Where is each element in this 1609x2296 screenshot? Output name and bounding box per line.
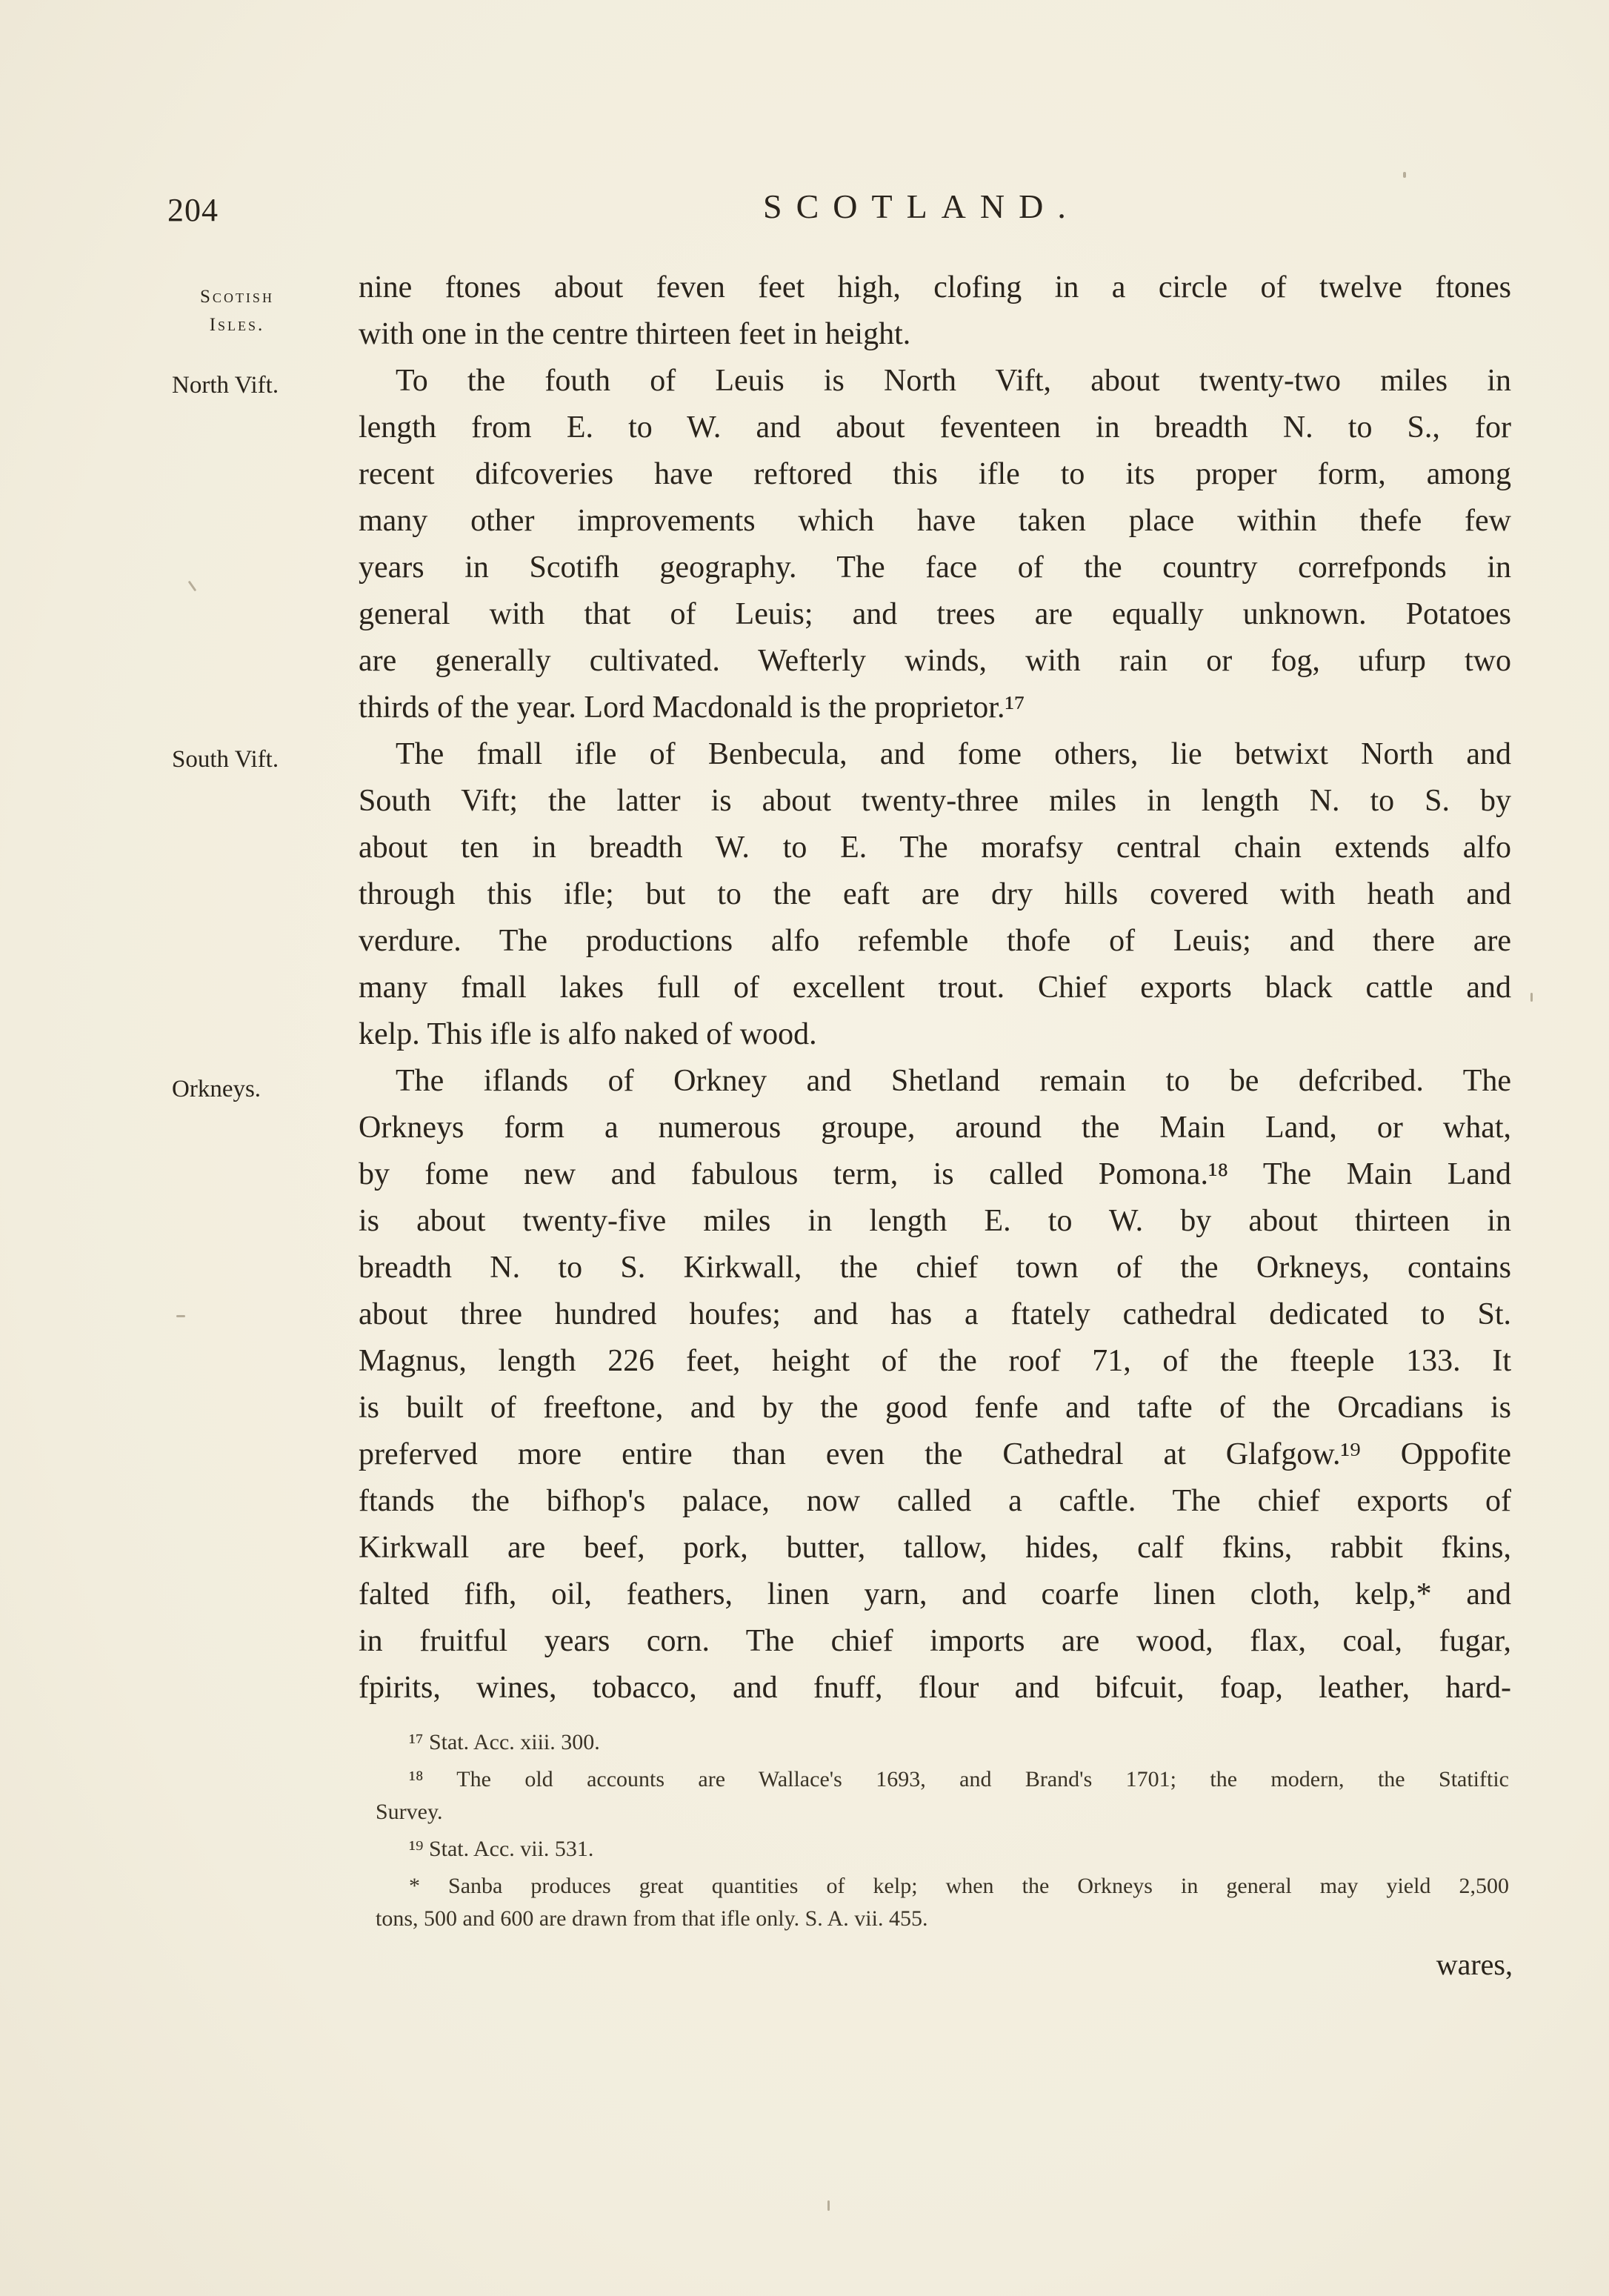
body-line: thirds of the year. Lord Macdonald is the proprietor.¹⁷	[359, 691, 1025, 725]
body-line: is built of freeftone, and by the good fenfe and tafte of the Orcadians is	[359, 1391, 1511, 1425]
body-line: The iflands of Orkney and Shetland remain to be defcribed. The	[396, 1064, 1511, 1098]
body-line: Orkneys form a numerous groupe, around the Main Land, or what,	[359, 1111, 1511, 1145]
side-heading	[163, 283, 311, 339]
body-line: preferved more entire than even the Cathedral at Glafgow.¹⁹ Oppofite	[359, 1437, 1511, 1471]
body-line: kelp. This ifle is alfo naked of wood.	[359, 1017, 817, 1051]
body-line: To the fouth of Leuis is North Vift, about twenty-two miles in	[396, 364, 1511, 398]
page-number: 204	[167, 192, 219, 228]
paper-speck	[176, 1315, 185, 1317]
footnote-line: ¹⁸ The old accounts are Wallace's 1693, and Brand's 1701; the modern, the Statiftic	[409, 1767, 1509, 1791]
body-line: are generally cultivated. Wefterly winds, with rain or fog, ufurp two	[359, 644, 1511, 678]
footnote-line: ¹⁷ Stat. Acc. xiii. 300.	[409, 1730, 600, 1754]
body-line: many other improvements which have taken place within thefe few	[359, 504, 1511, 538]
body-line: verdure. The productions alfo refemble thofe of Leuis; and there are	[359, 924, 1511, 958]
body-line: years in Scotifh geography. The face of the country correfponds in	[359, 550, 1511, 585]
body-line: The fmall ifle of Benbecula, and fome others, lie betwixt North and	[396, 737, 1511, 771]
body-line: Magnus, length 226 feet, height of the roof 71, of the fteeple 133. It	[359, 1344, 1511, 1378]
body-line: about ten in breadth W. to E. The morafsy central chain extends alfo	[359, 831, 1511, 865]
paper-speck	[188, 581, 197, 592]
body-line: is about twenty-five miles in length E. to W. by about thirteen in	[359, 1204, 1511, 1238]
body-line: about three hundred houfes; and has a ftately cathedral dedicated to St.	[359, 1297, 1511, 1331]
catchword: wares,	[1436, 1948, 1513, 1981]
body-line: falted fifh, oil, feathers, linen yarn, and coarfe linen cloth, kelp,* and	[359, 1577, 1511, 1611]
marginal-note-south-vist: South Vift.	[172, 746, 279, 773]
footnote-line: tons, 500 and 600 are drawn from that ifle only. S. A. vii. 455.	[376, 1906, 928, 1931]
running-head: SCOTLAND.	[763, 187, 1080, 225]
body-line: through this ifle; but to the eaft are dry hills covered with heath and	[359, 877, 1511, 911]
body-line: nine ftones about feven feet high, clofing in a circle of twelve ftones	[359, 270, 1511, 305]
body-line: South Vift; the latter is about twenty-three miles in length N. to S. by	[359, 784, 1511, 818]
body-line: ftands the bifhop's palace, now called a caftle. The chief exports of	[359, 1484, 1511, 1518]
footnote-line: * Sanba produces great quantities of kelp; when the Orkneys in general may yield 2,500	[409, 1874, 1509, 1898]
body-line: length from E. to W. and about feventeen in breadth N. to S., for	[359, 410, 1511, 445]
footnote-line: ¹⁹ Stat. Acc. vii. 531.	[409, 1837, 594, 1861]
paper-speck	[1403, 172, 1406, 178]
body-line: fpirits, wines, tobacco, and fnuff, flour and bifcuit, foap, leather, hard-	[359, 1671, 1511, 1705]
body-line: breadth N. to S. Kirkwall, the chief town of the Orkneys, contains	[359, 1251, 1511, 1285]
side-heading-line: Isles.	[209, 315, 265, 335]
side-heading-line: Scotish	[200, 287, 274, 307]
body-line: in fruitful years corn. The chief imports are wood, flax, coal, fugar,	[359, 1624, 1511, 1658]
body-line: recent difcoveries have reftored this ifle to its proper form, among	[359, 457, 1511, 491]
body-line: many fmall lakes full of excellent trout. Chief exports black cattle and	[359, 971, 1511, 1005]
marginal-note-orkneys: Orkneys.	[172, 1076, 261, 1102]
body-line: by fome new and fabulous term, is called Pomona.¹⁸ The Main Land	[359, 1157, 1511, 1191]
marginal-note-north-vist: North Vift.	[172, 372, 279, 399]
body-line: Kirkwall are beef, pork, butter, tallow, hides, calf fkins, rabbit fkins,	[359, 1531, 1511, 1565]
body-line: with one in the centre thirteen feet in height.	[359, 317, 911, 351]
paper-speck	[827, 2200, 830, 2211]
footnote-line: Survey.	[376, 1800, 443, 1824]
body-line: general with that of Leuis; and trees are equally unknown. Potatoes	[359, 597, 1511, 631]
paper-speck	[1530, 993, 1533, 1002]
